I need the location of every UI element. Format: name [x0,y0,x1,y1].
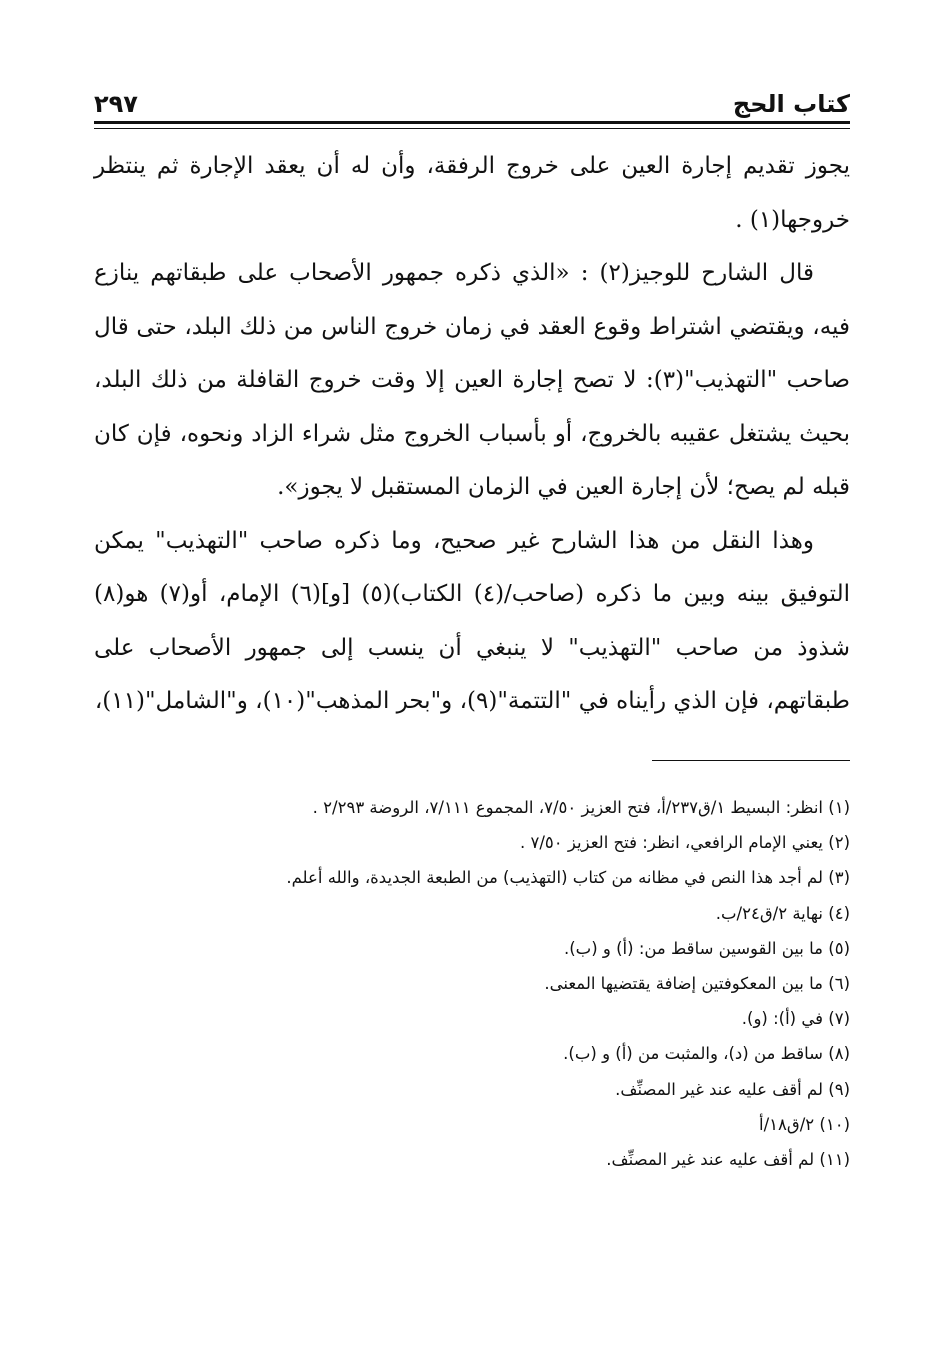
footnote-6: (٦) ما بين المعكوفتين إضافة يقتضيها المعنى. [544,974,850,994]
footnote-3: (٣) لم أجد هذا النص في مظانه من كتاب (التهذيب) من الطبعة الجديدة، والله أعلم. [286,868,850,888]
footnote-1: (١) انظر: البسيط ١/ق٢٣٧/أ، فتح العزيز ٧/٥٠، المجموع ٧/١١١، الروضة ٢/٢٩٣ . [312,798,850,817]
footnote-7: (٧) في (أ): (و). [741,1009,850,1029]
header-rule-thick [94,121,850,124]
page-header [94,84,850,118]
footnote-9: (٩) لم أقف عليه عند غير المصنِّف. [615,1079,850,1099]
running-title: كتاب الحج [732,90,850,118]
paragraph-1: يجوز تقديم إجارة العين على خروج الرفقة، وأن له أن يعقد الإجارة ثم ينتظر خروجها(١) . [94,153,850,233]
footnote-separator [652,760,850,761]
footnote-4: (٤) نهاية ٢/ق٢٤/ب. [715,903,850,923]
footnotes [94,790,850,1177]
page-number: ٢٩٧ [94,90,138,118]
main-text [94,140,850,729]
footnote-10: (١٠) ٢/ق١٨/أ [759,1114,850,1134]
header-rule-thin [94,128,850,129]
paragraph-3: وهذا النقل من هذا الشارح غير صحيح، وما ذكره صاحب "التهذيب" يمكن التوفيق بينه وبين ما ذكره (صاحب/(٤) الكتاب)(٥) [و](٦) الإمام، أو(٧) هو(٨) شذوذ من صاحب "التهذيب" لا ينبغي أن ينسب إلى جمهور الأصحاب على طبقاتهم، فإن الذي رأيناه في "التتمة"(٩)، و"بحر المذهب"(١٠)، و"الشامل"(١١)، [94,527,850,714]
paragraph-2: قال الشارح للوجيز(٢) : «الذي ذكره جمهور الأصحاب على طبقاتهم ينازع فيه، ويقتضي اشتراط وقوع العقد في زمان خروج الناس من ذلك البلد، حتى قال صاحب "التهذيب"(٣): لا تصح إجارة العين إلا وقت خروج القافلة من ذلك البلد، بحيث يشتغل عقيبه بالخروج، أو بأسباب الخروج مثل شراء الزاد ونحوه، فإن كان قبله لم يصح؛ لأن إجارة العين في الزمان المستقبل لا يجوز». [94,260,851,500]
footnote-11: (١١) لم أقف عليه عند غير المصنِّف. [606,1150,850,1170]
footnote-8: (٨) ساقط من (د)، والمثبت من (أ) و (ب). [563,1044,850,1064]
footnote-2: (٢) يعني الإمام الرافعي، انظر: فتح العزيز ٧/٥٠ . [520,833,850,853]
footnote-5: (٥) ما بين القوسين ساقط من: (أ) و (ب). [564,938,850,958]
